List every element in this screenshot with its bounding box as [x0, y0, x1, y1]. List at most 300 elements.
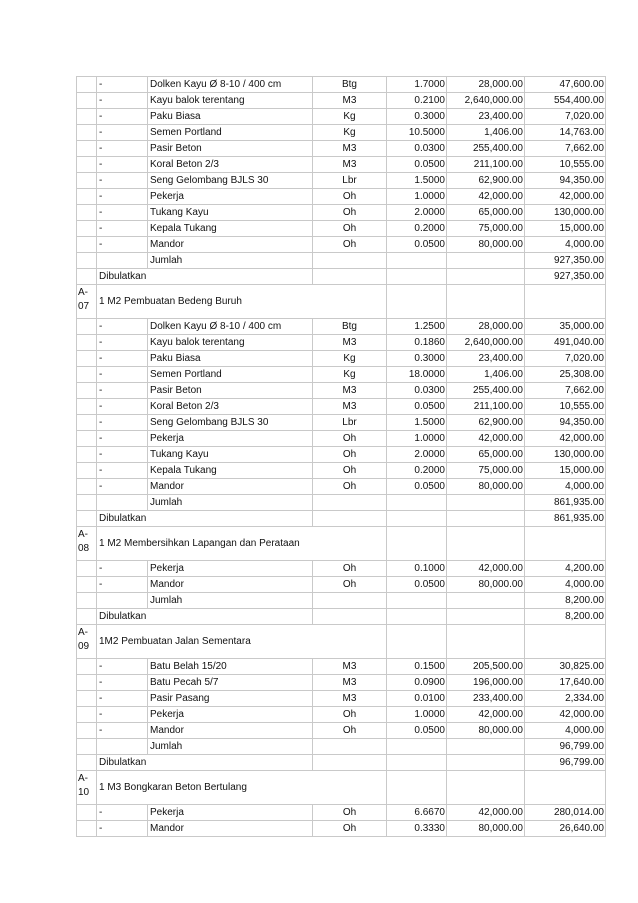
unit: Oh	[313, 463, 387, 479]
empty-cell	[313, 609, 387, 625]
table-row	[77, 173, 606, 189]
table-row	[77, 109, 606, 125]
unit: Lbr	[313, 415, 387, 431]
coefficient: 1.0000	[387, 707, 447, 723]
jumlah-value: 96,799.00	[525, 739, 606, 755]
row-dash: -	[97, 479, 148, 495]
coefficient: 0.2000	[387, 221, 447, 237]
jumlah-row	[77, 593, 606, 609]
unit-price: 211,100.00	[447, 399, 525, 415]
empty-cell	[77, 141, 97, 157]
empty-cell	[77, 125, 97, 141]
empty-cell	[77, 447, 97, 463]
unit-price: 80,000.00	[447, 821, 525, 837]
line-total: 130,000.00	[525, 205, 606, 221]
row-dash: -	[97, 125, 148, 141]
item-name: Kayu balok terentang	[148, 93, 313, 109]
table-row	[77, 93, 606, 109]
coefficient: 1.2500	[387, 319, 447, 335]
unit: M3	[313, 93, 387, 109]
unit-price: 255,400.00	[447, 141, 525, 157]
item-name: Dolken Kayu Ø 8-10 / 400 cm	[148, 77, 313, 93]
unit-price: 23,400.00	[447, 109, 525, 125]
empty-cell	[77, 383, 97, 399]
unit-price: 42,000.00	[447, 189, 525, 205]
coefficient: 0.0500	[387, 723, 447, 739]
table-row	[77, 237, 606, 253]
empty-cell	[77, 511, 97, 527]
empty-cell	[313, 755, 387, 771]
line-total: 42,000.00	[525, 707, 606, 723]
coefficient: 1.5000	[387, 415, 447, 431]
line-total: 14,763.00	[525, 125, 606, 141]
empty-cell	[77, 675, 97, 691]
row-dash: -	[97, 383, 148, 399]
dibulatkan-row	[77, 609, 606, 625]
empty-cell	[447, 739, 525, 755]
dibulatkan-label: Dibulatkan	[97, 511, 313, 527]
section-header-row	[77, 771, 606, 805]
table-row	[77, 367, 606, 383]
row-dash: -	[97, 659, 148, 675]
table-row	[77, 463, 606, 479]
unit-price: 75,000.00	[447, 463, 525, 479]
empty-cell	[447, 527, 525, 561]
section-header-row	[77, 625, 606, 659]
unit-price: 28,000.00	[447, 319, 525, 335]
line-total: 4,000.00	[525, 723, 606, 739]
row-dash: -	[97, 335, 148, 351]
coefficient: 1.0000	[387, 431, 447, 447]
coefficient: 2.0000	[387, 447, 447, 463]
unit-price: 42,000.00	[447, 431, 525, 447]
item-name: Kayu balok terentang	[148, 335, 313, 351]
unit-price: 80,000.00	[447, 723, 525, 739]
empty-cell	[387, 285, 447, 319]
table-row	[77, 189, 606, 205]
section-title: 1 M2 Pembuatan Bedeng Buruh	[97, 285, 387, 319]
row-dash: -	[97, 351, 148, 367]
unit: Oh	[313, 821, 387, 837]
unit-price: 196,000.00	[447, 675, 525, 691]
unit-price: 2,640,000.00	[447, 93, 525, 109]
dibulatkan-label: Dibulatkan	[97, 269, 313, 285]
table-row	[77, 351, 606, 367]
empty-cell	[387, 625, 447, 659]
table-row	[77, 821, 606, 837]
table-row	[77, 561, 606, 577]
table-row	[77, 205, 606, 221]
line-total: 491,040.00	[525, 335, 606, 351]
coefficient: 0.3000	[387, 109, 447, 125]
table-row	[77, 383, 606, 399]
coefficient: 0.0500	[387, 479, 447, 495]
empty-cell	[77, 479, 97, 495]
item-name: Semen Portland	[148, 125, 313, 141]
unit: Oh	[313, 577, 387, 593]
line-total: 4,200.00	[525, 561, 606, 577]
section-header-row	[77, 527, 606, 561]
line-total: 280,014.00	[525, 805, 606, 821]
table-row	[77, 805, 606, 821]
row-dash: -	[97, 237, 148, 253]
item-name: Dolken Kayu Ø 8-10 / 400 cm	[148, 319, 313, 335]
empty-cell	[77, 691, 97, 707]
item-name: Pasir Pasang	[148, 691, 313, 707]
dibulatkan-label: Dibulatkan	[97, 755, 313, 771]
table-row	[77, 675, 606, 691]
line-total: 7,662.00	[525, 141, 606, 157]
empty-cell	[77, 399, 97, 415]
unit-price: 233,400.00	[447, 691, 525, 707]
table-row	[77, 399, 606, 415]
unit: Oh	[313, 805, 387, 821]
empty-cell	[77, 335, 97, 351]
empty-cell	[77, 561, 97, 577]
empty-cell	[77, 319, 97, 335]
unit: Oh	[313, 479, 387, 495]
unit: Oh	[313, 205, 387, 221]
unit: Kg	[313, 367, 387, 383]
empty-cell	[77, 755, 97, 771]
item-name: Koral Beton 2/3	[148, 399, 313, 415]
unit-price: 2,640,000.00	[447, 335, 525, 351]
row-dash: -	[97, 561, 148, 577]
empty-cell	[77, 77, 97, 93]
section-code: A-08	[77, 527, 97, 561]
coefficient: 0.0900	[387, 675, 447, 691]
empty-cell	[97, 253, 148, 269]
row-dash: -	[97, 447, 148, 463]
table-row	[77, 707, 606, 723]
empty-cell	[387, 755, 447, 771]
line-total: 15,000.00	[525, 463, 606, 479]
item-name: Tukang Kayu	[148, 205, 313, 221]
row-dash: -	[97, 77, 148, 93]
empty-cell	[77, 269, 97, 285]
unit: Oh	[313, 431, 387, 447]
empty-cell	[387, 511, 447, 527]
empty-cell	[387, 593, 447, 609]
table-row	[77, 447, 606, 463]
jumlah-label: Jumlah	[148, 495, 313, 511]
jumlah-label: Jumlah	[148, 253, 313, 269]
coefficient: 0.2000	[387, 463, 447, 479]
item-name: Kepala Tukang	[148, 221, 313, 237]
section-title: 1M2 Pembuatan Jalan Sementara	[97, 625, 387, 659]
empty-cell	[447, 593, 525, 609]
empty-cell	[387, 609, 447, 625]
empty-cell	[77, 707, 97, 723]
dibulatkan-value: 927,350.00	[525, 269, 606, 285]
empty-cell	[313, 269, 387, 285]
empty-cell	[77, 157, 97, 173]
empty-cell	[77, 415, 97, 431]
empty-cell	[77, 739, 97, 755]
unit: M3	[313, 691, 387, 707]
empty-cell	[387, 269, 447, 285]
coefficient: 0.0300	[387, 141, 447, 157]
dibulatkan-value: 8,200.00	[525, 609, 606, 625]
row-dash: -	[97, 189, 148, 205]
table-row	[77, 125, 606, 141]
empty-cell	[525, 285, 606, 319]
coefficient: 0.0500	[387, 237, 447, 253]
empty-cell	[447, 253, 525, 269]
unit: Oh	[313, 237, 387, 253]
row-dash: -	[97, 723, 148, 739]
line-total: 554,400.00	[525, 93, 606, 109]
row-dash: -	[97, 93, 148, 109]
unit: Oh	[313, 707, 387, 723]
table-row	[77, 157, 606, 173]
coefficient: 0.1500	[387, 659, 447, 675]
section-code: A-07	[77, 285, 97, 319]
line-total: 4,000.00	[525, 577, 606, 593]
coefficient: 0.3000	[387, 351, 447, 367]
empty-cell	[77, 495, 97, 511]
row-dash: -	[97, 707, 148, 723]
dibulatkan-row	[77, 511, 606, 527]
empty-cell	[77, 805, 97, 821]
table-row	[77, 319, 606, 335]
jumlah-label: Jumlah	[148, 739, 313, 755]
row-dash: -	[97, 431, 148, 447]
coefficient: 0.1860	[387, 335, 447, 351]
empty-cell	[97, 739, 148, 755]
unit-price: 255,400.00	[447, 383, 525, 399]
empty-cell	[77, 351, 97, 367]
line-total: 25,308.00	[525, 367, 606, 383]
unit-price: 62,900.00	[447, 173, 525, 189]
item-name: Seng Gelombang BJLS 30	[148, 173, 313, 189]
item-name: Mandor	[148, 723, 313, 739]
table-row	[77, 221, 606, 237]
unit-price: 80,000.00	[447, 577, 525, 593]
item-name: Paku Biasa	[148, 351, 313, 367]
unit: Btg	[313, 319, 387, 335]
coefficient: 0.0100	[387, 691, 447, 707]
line-total: 35,000.00	[525, 319, 606, 335]
unit: M3	[313, 659, 387, 675]
unit: Oh	[313, 189, 387, 205]
row-dash: -	[97, 157, 148, 173]
coefficient: 2.0000	[387, 205, 447, 221]
row-dash: -	[97, 221, 148, 237]
item-name: Mandor	[148, 821, 313, 837]
empty-cell	[77, 659, 97, 675]
coefficient: 0.2100	[387, 93, 447, 109]
unit-price: 65,000.00	[447, 447, 525, 463]
coefficient: 1.7000	[387, 77, 447, 93]
unit: M3	[313, 399, 387, 415]
item-name: Seng Gelombang BJLS 30	[148, 415, 313, 431]
empty-cell	[387, 739, 447, 755]
unit-price: 62,900.00	[447, 415, 525, 431]
empty-cell	[525, 527, 606, 561]
empty-cell	[77, 609, 97, 625]
empty-cell	[525, 625, 606, 659]
empty-cell	[313, 253, 387, 269]
coefficient: 0.0500	[387, 399, 447, 415]
empty-cell	[77, 253, 97, 269]
line-total: 42,000.00	[525, 431, 606, 447]
item-name: Pekerja	[148, 805, 313, 821]
line-total: 42,000.00	[525, 189, 606, 205]
empty-cell	[97, 495, 148, 511]
unit-price: 28,000.00	[447, 77, 525, 93]
row-dash: -	[97, 821, 148, 837]
row-dash: -	[97, 577, 148, 593]
unit-price: 42,000.00	[447, 805, 525, 821]
empty-cell	[387, 527, 447, 561]
item-name: Batu Pecah 5/7	[148, 675, 313, 691]
empty-cell	[387, 253, 447, 269]
line-total: 30,825.00	[525, 659, 606, 675]
jumlah-label: Jumlah	[148, 593, 313, 609]
row-dash: -	[97, 399, 148, 415]
empty-cell	[313, 739, 387, 755]
empty-cell	[313, 511, 387, 527]
jumlah-value: 861,935.00	[525, 495, 606, 511]
dibulatkan-row	[77, 269, 606, 285]
empty-cell	[77, 189, 97, 205]
row-dash: -	[97, 109, 148, 125]
empty-cell	[77, 173, 97, 189]
unit-price: 80,000.00	[447, 237, 525, 253]
jumlah-row	[77, 739, 606, 755]
unit-price: 211,100.00	[447, 157, 525, 173]
table-row	[77, 431, 606, 447]
unit-price: 65,000.00	[447, 205, 525, 221]
item-name: Mandor	[148, 237, 313, 253]
empty-cell	[387, 495, 447, 511]
unit: Oh	[313, 447, 387, 463]
dibulatkan-value: 861,935.00	[525, 511, 606, 527]
unit-price: 205,500.00	[447, 659, 525, 675]
jumlah-row	[77, 495, 606, 511]
item-name: Semen Portland	[148, 367, 313, 383]
table-row	[77, 77, 606, 93]
empty-cell	[77, 577, 97, 593]
coefficient: 0.1000	[387, 561, 447, 577]
item-name: Paku Biasa	[148, 109, 313, 125]
table-row	[77, 479, 606, 495]
item-name: Pasir Beton	[148, 141, 313, 157]
empty-cell	[77, 205, 97, 221]
dibulatkan-label: Dibulatkan	[97, 609, 313, 625]
section-header-row	[77, 285, 606, 319]
empty-cell	[313, 495, 387, 511]
table-row	[77, 723, 606, 739]
empty-cell	[77, 431, 97, 447]
empty-cell	[447, 285, 525, 319]
item-name: Batu Belah 15/20	[148, 659, 313, 675]
analysis-table	[76, 76, 606, 837]
line-total: 47,600.00	[525, 77, 606, 93]
empty-cell	[447, 625, 525, 659]
coefficient: 0.0500	[387, 157, 447, 173]
unit: Kg	[313, 125, 387, 141]
unit-price: 1,406.00	[447, 125, 525, 141]
table-row	[77, 415, 606, 431]
unit-price: 1,406.00	[447, 367, 525, 383]
unit: M3	[313, 335, 387, 351]
empty-cell	[97, 593, 148, 609]
section-title: 1 M3 Bongkaran Beton Bertulang	[97, 771, 387, 805]
unit: Oh	[313, 561, 387, 577]
coefficient: 1.5000	[387, 173, 447, 189]
table-row	[77, 141, 606, 157]
item-name: Pasir Beton	[148, 383, 313, 399]
item-name: Pekerja	[148, 431, 313, 447]
unit-price: 23,400.00	[447, 351, 525, 367]
item-name: Mandor	[148, 577, 313, 593]
line-total: 7,662.00	[525, 383, 606, 399]
line-total: 7,020.00	[525, 351, 606, 367]
item-name: Tukang Kayu	[148, 447, 313, 463]
section-code: A-10	[77, 771, 97, 805]
row-dash: -	[97, 691, 148, 707]
empty-cell	[447, 269, 525, 285]
coefficient: 0.0300	[387, 383, 447, 399]
unit-price: 75,000.00	[447, 221, 525, 237]
line-total: 10,555.00	[525, 399, 606, 415]
empty-cell	[387, 771, 447, 805]
unit-price: 80,000.00	[447, 479, 525, 495]
table-body	[77, 77, 606, 837]
empty-cell	[77, 221, 97, 237]
line-total: 94,350.00	[525, 415, 606, 431]
row-dash: -	[97, 415, 148, 431]
empty-cell	[77, 367, 97, 383]
jumlah-value: 927,350.00	[525, 253, 606, 269]
unit: Oh	[313, 221, 387, 237]
empty-cell	[77, 463, 97, 479]
item-name: Pekerja	[148, 189, 313, 205]
item-name: Pekerja	[148, 707, 313, 723]
item-name: Mandor	[148, 479, 313, 495]
coefficient: 18.0000	[387, 367, 447, 383]
row-dash: -	[97, 205, 148, 221]
empty-cell	[77, 109, 97, 125]
unit: M3	[313, 383, 387, 399]
unit: M3	[313, 157, 387, 173]
empty-cell	[447, 609, 525, 625]
table-row	[77, 335, 606, 351]
empty-cell	[77, 723, 97, 739]
table-row	[77, 577, 606, 593]
unit: Oh	[313, 723, 387, 739]
unit: Kg	[313, 109, 387, 125]
coefficient: 0.0500	[387, 577, 447, 593]
section-code: A-09	[77, 625, 97, 659]
item-name: Kepala Tukang	[148, 463, 313, 479]
unit-price: 42,000.00	[447, 561, 525, 577]
coefficient: 10.5000	[387, 125, 447, 141]
dibulatkan-value: 96,799.00	[525, 755, 606, 771]
unit-price: 42,000.00	[447, 707, 525, 723]
dibulatkan-row	[77, 755, 606, 771]
section-title: 1 M2 Membersihkan Lapangan dan Perataan	[97, 527, 387, 561]
jumlah-value: 8,200.00	[525, 593, 606, 609]
empty-cell	[77, 93, 97, 109]
table-row	[77, 659, 606, 675]
line-total: 2,334.00	[525, 691, 606, 707]
item-name: Koral Beton 2/3	[148, 157, 313, 173]
row-dash: -	[97, 319, 148, 335]
unit: Lbr	[313, 173, 387, 189]
